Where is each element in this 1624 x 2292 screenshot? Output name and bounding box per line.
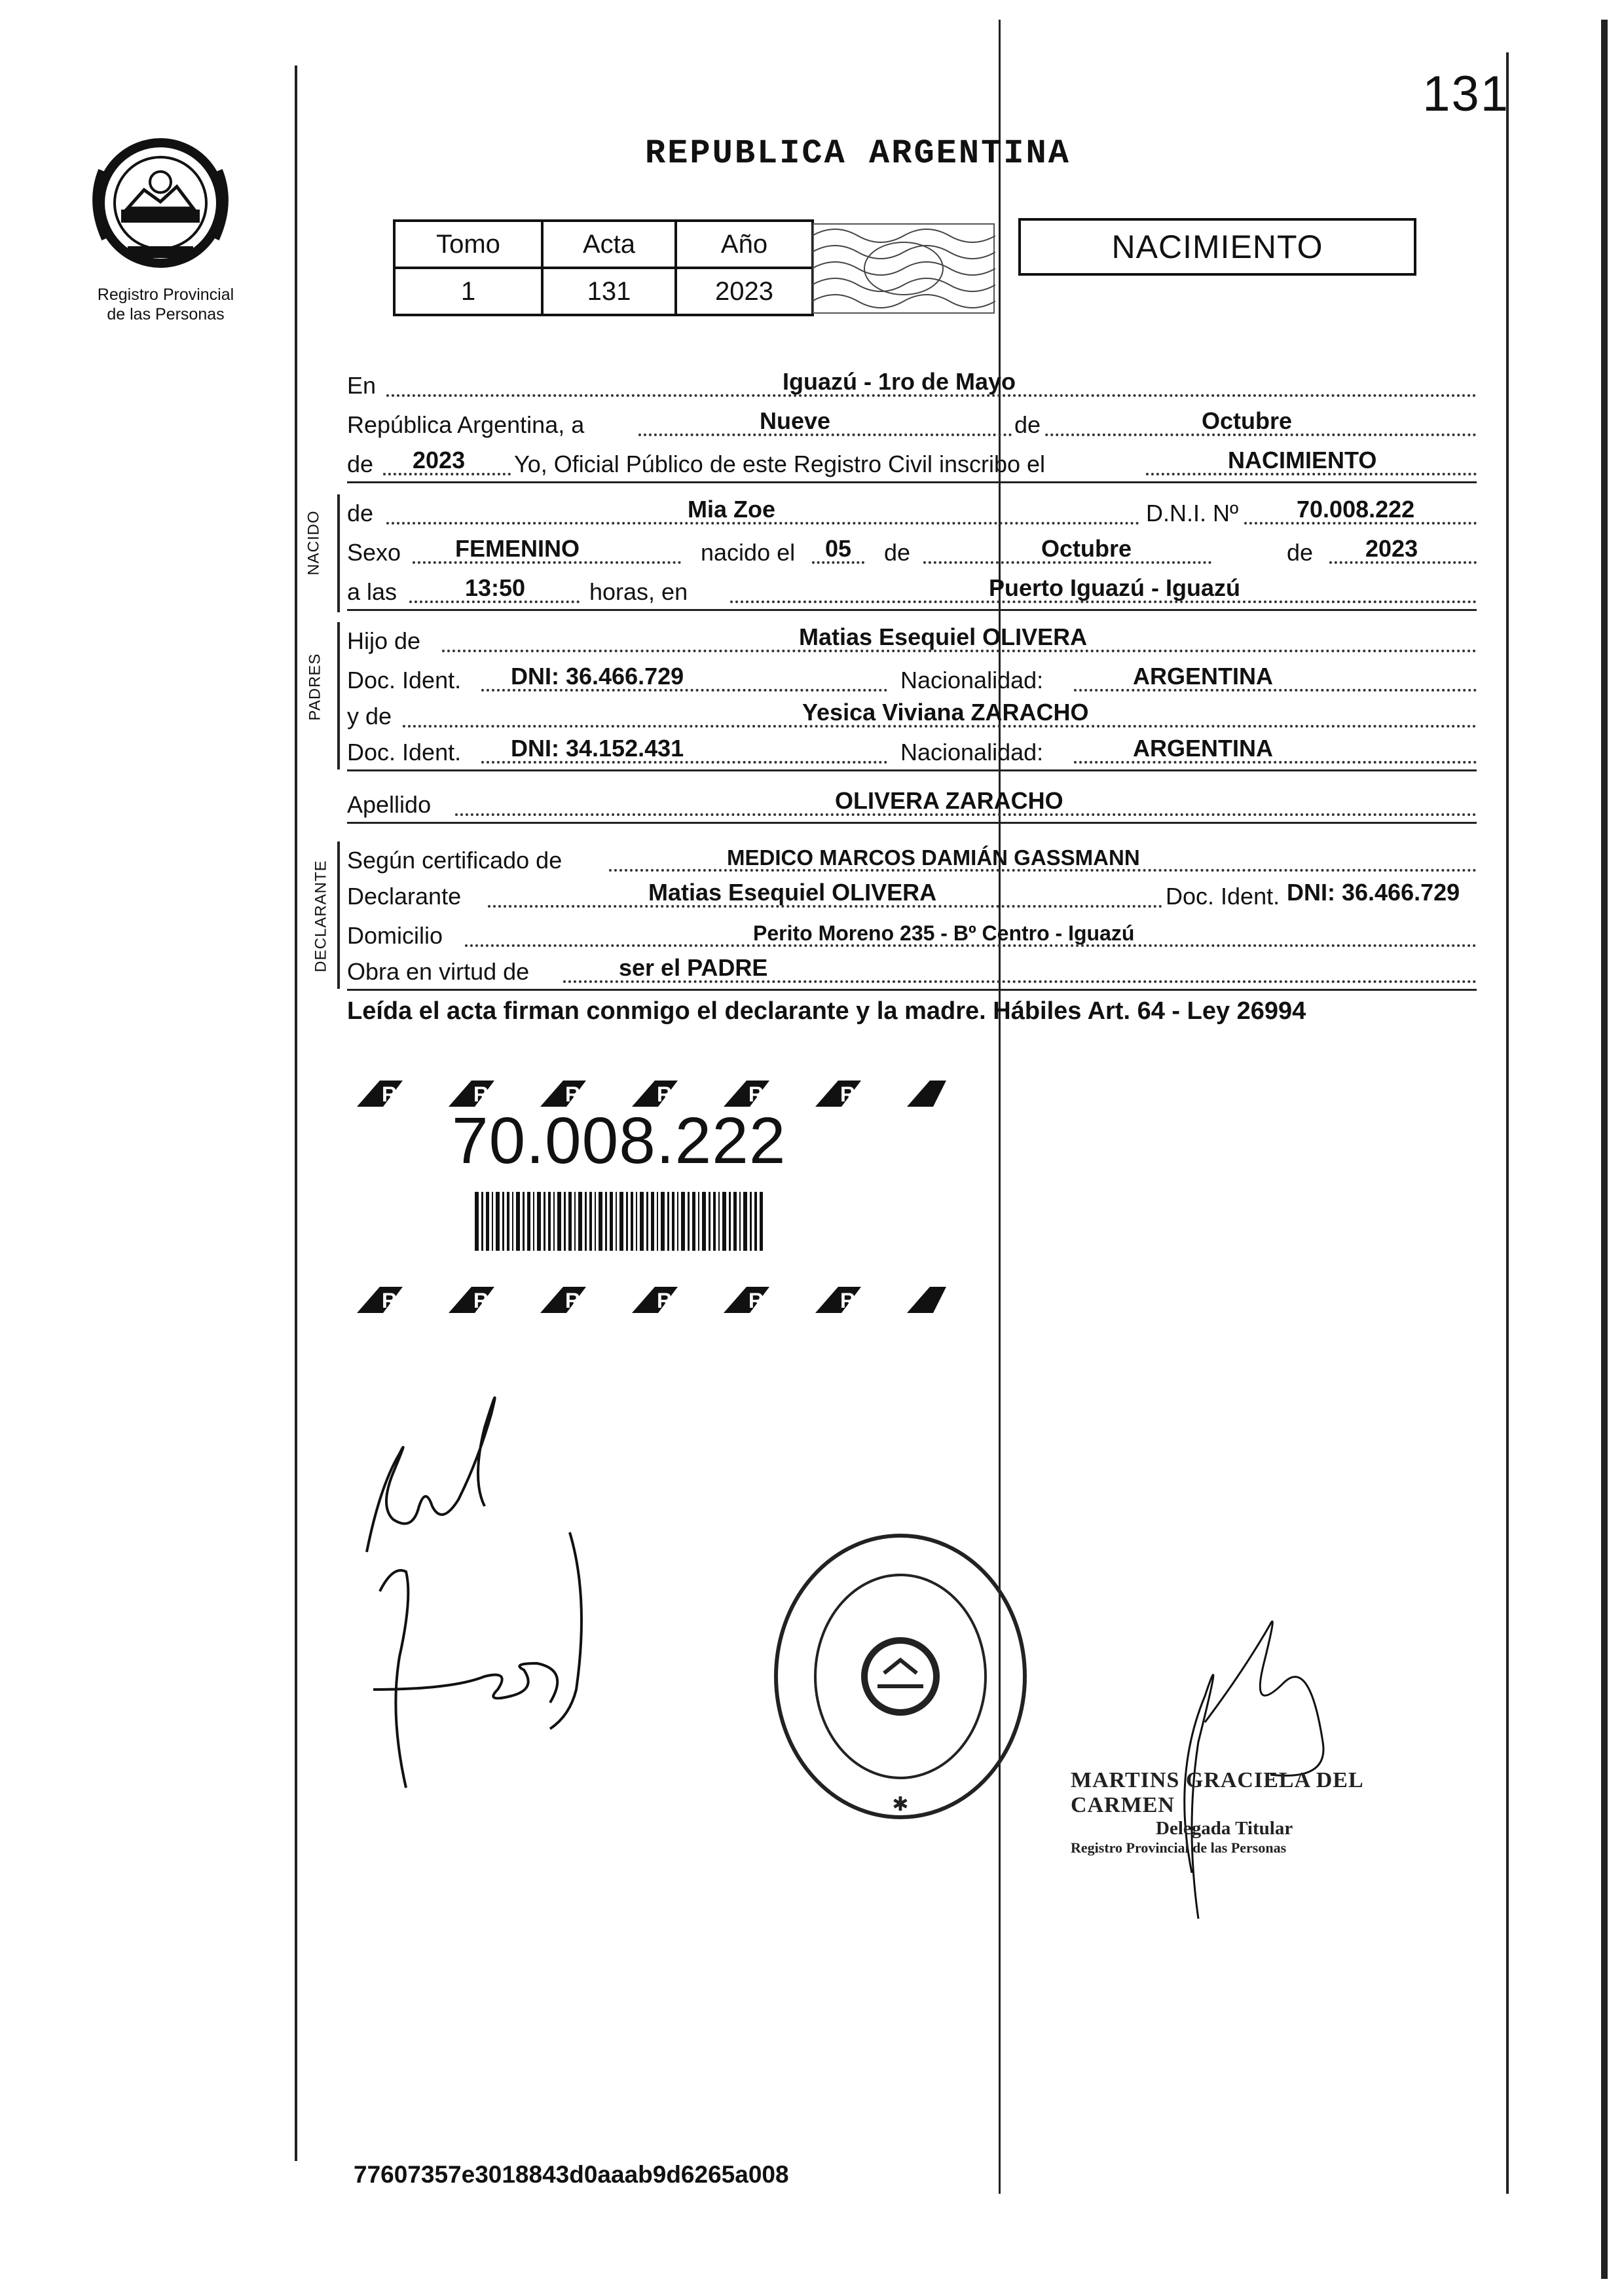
apellido-label: Apellido: [347, 791, 432, 818]
cert-label: Según certificado de: [347, 847, 563, 874]
father-doc-label: Doc. Ident.: [347, 667, 462, 693]
row-birth-time: [347, 573, 1477, 610]
birth-de-label: de: [884, 539, 911, 566]
tomo-value: 1: [394, 268, 542, 315]
registration-month-value: Octubre: [1202, 407, 1293, 434]
declarant-name-value: Matias Esequiel OLIVERA: [648, 879, 937, 906]
page-number: 131: [1422, 66, 1509, 122]
row-mother-doc: [347, 733, 1477, 770]
address-value: Perito Moreno 235 - Bº Centro - Iguazú: [753, 921, 1135, 945]
mother-name-value: Yesica Viviana ZARACHO: [802, 699, 1089, 726]
document-hash: 77607357e3018843d0aaab9d6265a008: [354, 2161, 789, 2188]
declarante-label: Declarante: [347, 883, 462, 910]
left-margin-line: [295, 65, 297, 2161]
row-father: [347, 622, 1477, 659]
nacido-label: nacido el: [701, 539, 796, 566]
child-sex-value: FEMENINO: [455, 535, 580, 562]
domicilio-label: Domicilio: [347, 922, 443, 949]
de2-label: de: [347, 451, 374, 477]
tomo-header: Tomo: [394, 221, 542, 268]
acta-value: 131: [542, 268, 676, 315]
svg-text:R: R: [840, 1289, 856, 1312]
republica-label: República Argentina, a: [347, 411, 585, 438]
svg-text:R: R: [382, 1289, 397, 1312]
section-padres-label: PADRES: [306, 653, 324, 721]
registry-reference-table: [393, 219, 814, 316]
row-declarant: [347, 878, 1477, 914]
father-name-value: Matias Esequiel OLIVERA: [799, 623, 1088, 650]
mother-doc-value: DNI: 34.152.431: [511, 735, 684, 762]
row-date: [347, 406, 1477, 443]
oficial-text: Yo, Oficial Público de este Registro Civil inscribo el: [514, 451, 1046, 477]
registration-year-value: 2023: [413, 447, 466, 473]
right-edge-line: [1601, 20, 1608, 2279]
svg-text:✱: ✱: [892, 1794, 909, 1815]
hijo-label: Hijo de: [347, 627, 421, 654]
row-child-name: [347, 494, 1477, 531]
registrar-title: Delegada Titular: [1156, 1818, 1293, 1839]
certificate-value: MEDICO MARCOS DAMIÁN GASSMANN: [727, 845, 1140, 870]
birth-de-label-2: de: [1287, 539, 1314, 566]
registrar-name: MARTINS GRACIELA DEL CARMEN: [1071, 1768, 1363, 1817]
svg-text:R: R: [657, 1289, 673, 1312]
child-name-value: Mia Zoe: [688, 496, 776, 523]
closing-statement: Leída el acta firman conmigo el declarante y la madre. Hábiles Art. 64 - Ley 26994: [347, 997, 1306, 1025]
birth-day-value: 05: [825, 535, 852, 562]
document-type-box: NACIMIENTO: [1018, 218, 1416, 276]
svg-text:R: R: [382, 1082, 397, 1106]
obra-label: Obra en virtud de: [347, 958, 530, 985]
child-de-label: de: [347, 500, 374, 527]
row-oficial: [347, 445, 1477, 482]
rp-watermark-band-bottom: [357, 1284, 946, 1316]
document-title: REPUBLICA ARGENTINA: [645, 134, 1071, 173]
registrar-office: Registro Provincial de las Personas: [1071, 1839, 1287, 1856]
birth-place-value: Puerto Iguazú - Iguazú: [989, 574, 1240, 601]
row-father-doc: [347, 661, 1477, 698]
svg-text:R: R: [840, 1082, 856, 1106]
relationship-value: ser el PADRE: [619, 954, 768, 981]
section-nacido-label: NACIDO: [304, 510, 323, 576]
row-address: [347, 917, 1477, 953]
svg-text:R: R: [473, 1289, 489, 1312]
sexo-label: Sexo: [347, 539, 401, 566]
father-nat-label: Nacionalidad:: [900, 667, 1044, 693]
birth-year-value: 2023: [1365, 535, 1418, 562]
section-declarante-label: DECLARANTE: [312, 860, 330, 972]
declarant-doc-value: DNI: 36.466.729: [1287, 879, 1460, 906]
child-dni-value: 70.008.222: [1297, 496, 1415, 523]
row-certificate: [347, 841, 1477, 878]
right-margin-line: [1506, 52, 1509, 2194]
row-surname: [347, 786, 1477, 823]
ano-value: 2023: [676, 268, 813, 315]
svg-text:R: R: [748, 1082, 764, 1106]
mother-nat-label: Nacionalidad:: [900, 739, 1044, 766]
dni-label: D.N.I. Nº: [1146, 500, 1239, 527]
registration-place-value: Iguazú - 1ro de Mayo: [783, 368, 1016, 395]
de-label: de: [1012, 411, 1043, 439]
misiones-coat-of-arms-logo: [82, 124, 239, 282]
acta-header: Acta: [542, 221, 676, 268]
security-pattern-icon: [812, 223, 995, 314]
mother-nationality-value: ARGENTINA: [1133, 735, 1273, 762]
declarant-doc-label: Doc. Ident.: [1166, 883, 1280, 910]
row-place: [347, 367, 1477, 403]
center-fold-line: [999, 20, 1001, 2194]
row-relationship: [347, 953, 1477, 989]
svg-text:R: R: [657, 1082, 673, 1106]
mother-doc-label: Doc. Ident.: [347, 739, 462, 766]
svg-text:R: R: [565, 1289, 581, 1312]
ano-header: Año: [676, 221, 813, 268]
dni-number-large: 70.008.222: [452, 1104, 786, 1177]
registration-day-value: Nueve: [760, 407, 831, 434]
mother-signature: [354, 1506, 629, 1821]
svg-text:R: R: [473, 1082, 489, 1106]
father-doc-value: DNI: 36.466.729: [511, 663, 684, 690]
barcode-icon: [475, 1192, 763, 1251]
horas-label: horas, en: [589, 578, 688, 605]
father-nationality-value: ARGENTINA: [1133, 663, 1273, 690]
registrar-signature-block: [1071, 1768, 1411, 1857]
inscribed-act-value: NACIMIENTO: [1228, 447, 1377, 473]
registry-caption: Registro Provincial de las Personas: [97, 286, 234, 323]
svg-text:R: R: [565, 1082, 581, 1106]
yde-label: y de: [347, 703, 392, 730]
birth-time-value: 13:50: [465, 574, 526, 601]
row-mother: [347, 697, 1477, 734]
surname-value: OLIVERA ZARACHO: [835, 787, 1063, 814]
en-label: En: [347, 372, 377, 399]
svg-text:R: R: [748, 1289, 764, 1312]
registry-delegation-seal: [769, 1529, 1031, 1824]
birth-month-value: Octubre: [1041, 535, 1132, 562]
row-child-sex: [347, 534, 1477, 570]
alas-label: a las: [347, 578, 397, 605]
